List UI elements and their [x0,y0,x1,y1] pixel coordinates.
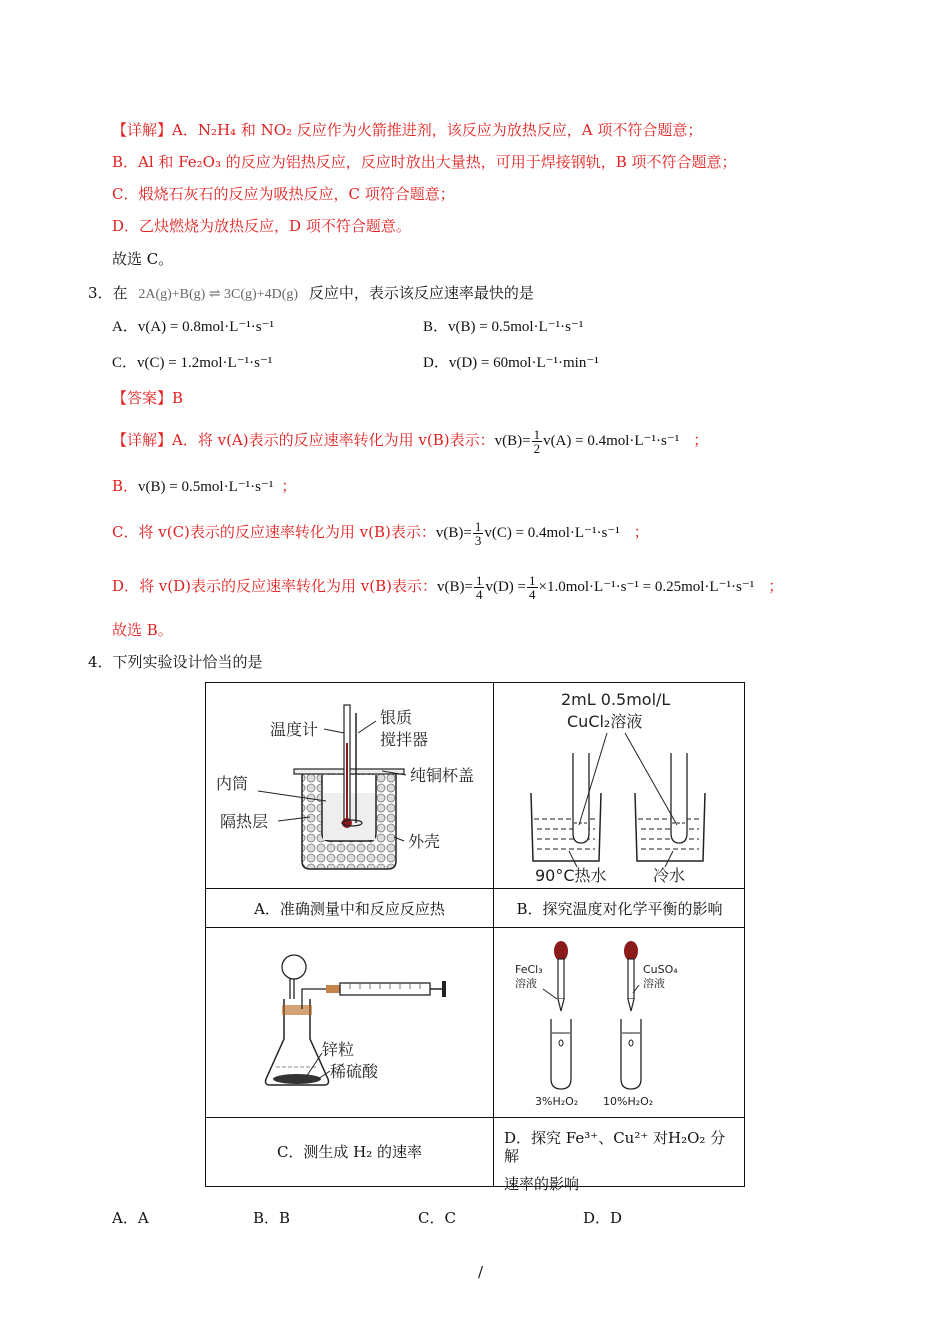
figure-b [495,683,744,888]
q4-stem: 4．下列实验设计恰当的是 [88,653,263,671]
label-stirrer: 搅拌器 [380,730,429,749]
q3-stem [88,283,534,305]
label-cuso4: CuSO₄ [643,963,678,976]
q3-answer: 【答案】B [112,389,184,407]
q3-stem-suffix: 反应中，表示该反应速率最快的是 [308,284,534,302]
q3-stem-prefix: 3．在 [88,284,128,302]
q4-choice-a: A．A [112,1209,149,1227]
label-dilute-acid: 稀硫酸 [330,1062,379,1081]
caption-d-line2: 解 [504,1147,520,1165]
caption-b: B．探究温度对化学平衡的影响 [516,900,723,918]
label-thermometer: 温度计 [270,720,319,739]
q3-explain-b: B．v(B) = 0.5mol·L⁻¹·s⁻¹ ； [112,477,297,495]
caption-c: C．测生成 H₂ 的速率 [276,1143,423,1161]
q3-option-d: D．v(D) = 60mol·L⁻¹·min⁻¹ [423,355,599,371]
caption-d-line1: D．探究 Fe³⁺、Cu²⁺ 对H₂O₂ 分 [504,1129,726,1147]
q4-choice-b: B．B [253,1209,291,1227]
label-fecl3: FeCl₃ [515,963,543,976]
q2-explain-d: D．乙炔燃烧为放热反应，D 项不符合题意。 [112,217,411,235]
label-cuso4-solution: 溶液 [643,977,665,990]
figure-c [206,929,493,1117]
q3-option-c: C．v(C) = 1.2mol·L⁻¹·s⁻¹ [112,355,273,371]
caption-d-line3: 速率的影响 [504,1175,580,1193]
q3-explain-a-text: 【详解】A．将 v(A)表示的反应速率转化为用 v(B)表示： [112,430,495,449]
q3-option-a: A．v(A) = 0.8mol·L⁻¹·s⁻¹ [112,319,275,335]
q3-explain-d-math: v(B)= $\frac{1}{4}$ v(D) = $\frac{1}{4}$ ×1.0mol·L⁻¹·s⁻¹ = 0.25mol·L⁻¹·s⁻¹ [436,573,755,602]
q4-choice-c: C．C [418,1209,456,1227]
q2-explain-a: 【详解】A．N₂H₄ 和 NO₂ 反应作为火箭推进剂，该反应为放热反应，A 项不符合题意； [112,121,703,139]
q2-explain-c: C．煅烧石灰石的反应为吸热反应，C 项符合题意； [112,185,455,203]
label-insulation: 隔热层 [220,812,269,831]
q3-explain-a-math: v(B)= $\frac{1}{2}$ v(A) = 0.4mol·L⁻¹·s⁻¹ [494,427,680,456]
q2-conclusion: 故选 C。 [112,250,174,268]
temperature-equilibrium-diagram [495,683,744,888]
label-copper-lid: 纯铜杯盖 [410,766,475,785]
label-hot-water: 90°C热水 [535,866,607,885]
caption-a: A．准确测量中和反应反应热 [254,900,445,918]
hydrogen-rate-apparatus [206,929,493,1117]
q3-explain-c: C．将 v(C)表示的反应速率转化为用 v(B)表示：v(B)= $\frac{1}{3}$ v(C) = 0.4mol·L⁻¹·s⁻¹ ； [112,519,649,548]
q3-explain-d: D．将 v(D)表示的反应速率转化为用 v(B)表示：v(B)= $\frac{1}{4}$ v(D) = $\frac{1}{4}$ ×1.0mol·L⁻¹·s⁻¹ = 0.25mol·L⁻¹·s⁻¹ ； [112,573,784,602]
page-footer: / [478,1263,484,1281]
label-h2o2-10: 10%H₂O₂ [603,1095,654,1108]
label-cold-water: 冷水 [653,866,686,885]
catalyst-comparison-diagram [495,929,744,1117]
q3-explain-c-math: v(B)= $\frac{1}{3}$ v(C) = 0.4mol·L⁻¹·s⁻¹ [435,519,620,548]
label-solution-conc: 2mL 0.5mol/L [561,690,671,709]
q4-figure-table [205,682,745,1193]
q3-equation: 2A(g)+B(g) ⇌ 3C(g)+4D(g) [138,287,299,302]
label-shell: 外壳 [408,832,441,851]
q3-conclusion: 故选 B。 [112,621,173,639]
label-inner-cup: 内筒 [216,774,249,793]
figure-d [495,929,744,1117]
q3-explain-b-math: v(B) = 0.5mol·L⁻¹·s⁻¹ [138,479,274,495]
q3-explain-a: 【详解】A．将 v(A)表示的反应速率转化为用 v(B)表示：v(B)= $\frac{1}{2}$ v(A) = 0.4mol·L⁻¹·s⁻¹ ； [112,427,709,456]
figure-a [206,683,493,888]
label-silver: 银质 [380,708,413,727]
q3-option-b: B．v(B) = 0.5mol·L⁻¹·s⁻¹ [423,319,584,335]
label-zinc: 锌粒 [322,1040,355,1059]
label-h2o2-3: 3%H₂O₂ [535,1095,579,1108]
q4-choice-d: D．D [583,1209,623,1227]
q2-explain-b: B．Al 和 Fe₂O₃ 的反应为铝热反应，反应时放出大量热，可用于焊接钢轨，B 项不符合题意； [112,153,737,171]
calorimeter-diagram [206,683,493,888]
label-fecl3-solution: 溶液 [515,977,537,990]
label-solution-name: CuCl₂溶液 [567,712,643,731]
